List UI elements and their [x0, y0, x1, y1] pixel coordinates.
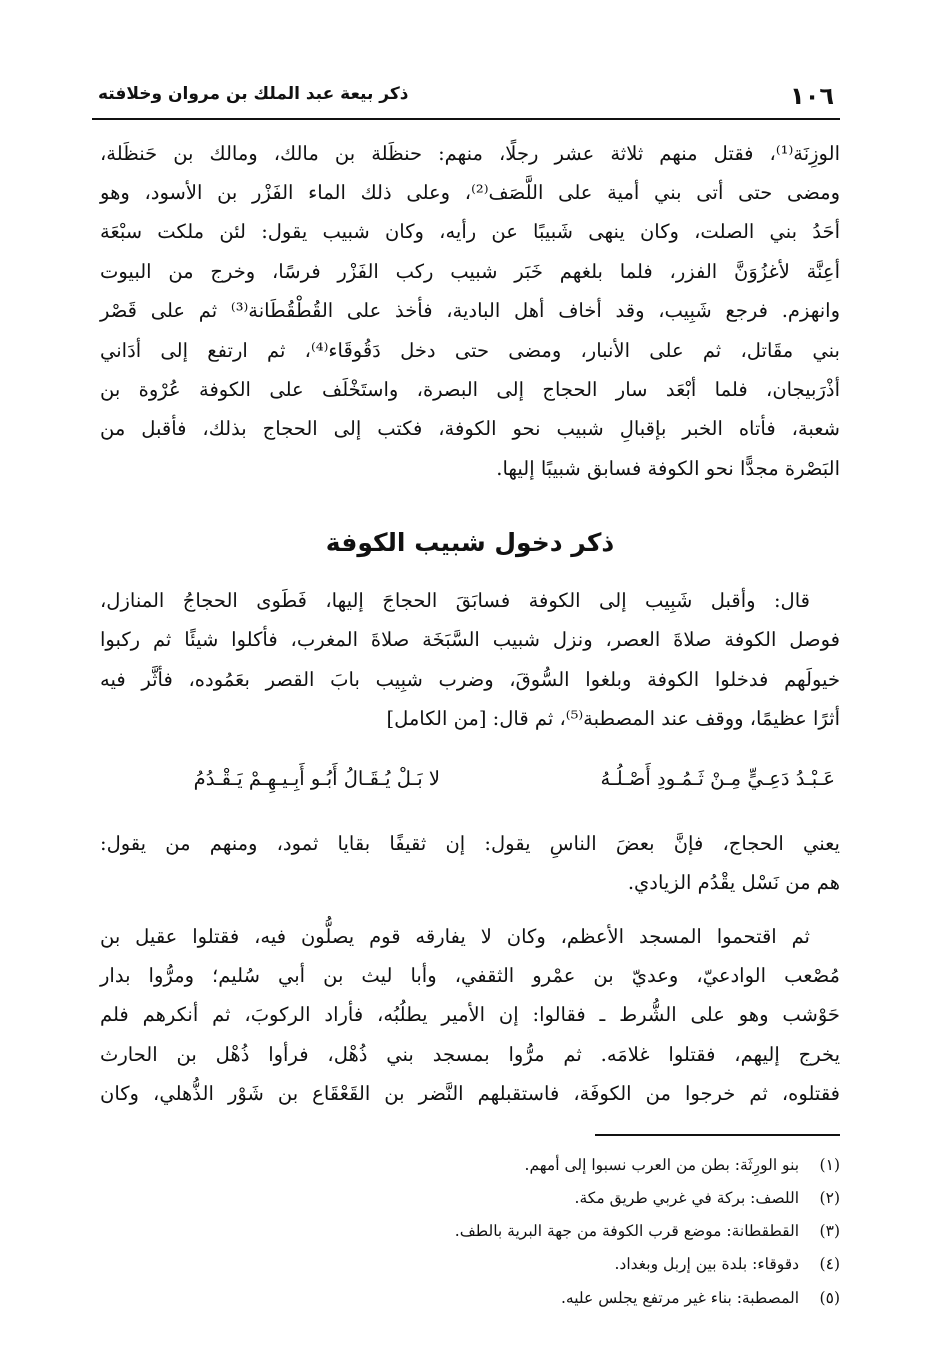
- text-line: وانهزم. فرجع شَبِيب، وقد أخاف أهل البادية، فأخذ على القُطْقُطَانة⁽³⁾ ثم على قَصْر: [100, 299, 841, 322]
- footnote-number: (٢): [819, 1189, 840, 1207]
- footnote: [100, 1286, 840, 1310]
- footnote-number: (٣): [819, 1222, 840, 1240]
- footnote-separator: [595, 1134, 840, 1136]
- footnote: [100, 1252, 840, 1276]
- text-line: فقتلوه، ثم خرجوا من الكوفَة، فاستقبلهم النَّضر بن القَعْقَاع بن شَوْر الذُّهلي، وكان: [100, 1082, 840, 1105]
- verse-right-hemistich: عَـبْـدُ دَعِـيٍّ مِـنْ ثَـمُـودِ أَصْـلُـهُ: [600, 767, 835, 790]
- text-line: أثرًا عظيمًا، ووقف عند المصطبة⁽⁵⁾، ثم قال: [من الكامل]: [386, 707, 840, 730]
- text-line: بني مقَاتل، ثم على الأنبار، ومضى حتى دخل دَقُوقَاء⁽⁴⁾، ثم ارتفع إلى أدَاني: [100, 339, 840, 362]
- text-line: يخرج إليهم، فقتلوا غلامَه. ثم مرُّوا بمسجد بني ذُهْل، فرأوا ذُهْل بن الحارث: [100, 1043, 840, 1066]
- text-line: قال: وأقبل شَبِيب إلى الكوفة فسابَقَ الحجاجَ إليها، فَطَوى الحجاجُ المنازل،: [100, 589, 810, 612]
- text-line: هم من نَسْل يقْدُم الزيادي.: [627, 871, 840, 894]
- footnote-number: (٥): [819, 1289, 840, 1307]
- footnote-text: المصطبة: بناء غير مرتفع يجلس عليه.: [560, 1289, 800, 1307]
- footnote-number: (٤): [819, 1255, 840, 1273]
- text-line: أحَدُ بني الصلت، وكان ينهى شَبيبًا عن رأيه، وكان شبيب يقول: لئن ملكت سبْعَة: [100, 220, 840, 243]
- footnote: [100, 1153, 840, 1177]
- text-line: خيولَهم فدخلوا الكوفة وبلغوا السُّوقَ، وضرب شبِيب بابَ القصر بعَمُوده، فأثَّر فيه: [100, 668, 840, 691]
- page-header: [92, 78, 840, 120]
- footnote-text: اللصف: بركة في غربي طريق مكة.: [574, 1189, 800, 1207]
- text-line: ومضى حتى أتى بني أمية على اللَّصَف⁽²⁾، وعلى ذلك الماء الفَزْر بن الأسود، وهو: [100, 181, 840, 204]
- text-line: يعني الحجاج، فإنَّ بعضَ الناسِ يقول: إن ثقيفًا بقايا ثمود، ومنهم من يقول:: [100, 832, 840, 855]
- footnote-number: (١): [819, 1156, 840, 1174]
- text-line: البَصْرة مجدًّا نحو الكوفة فسابق شبيبًا إليها.: [496, 457, 840, 480]
- section-heading: ذكر دخول شبيب الكوفة: [325, 528, 615, 557]
- text-line: حَوْشب وهو على الشُّرط ـ فقالوا: إن الأمير يطلُبُه، فأراد الركوبَ، ثم أنكرهم فلم: [100, 1003, 840, 1026]
- text-line: أعِنَّة لأغزُوَنَّ الفزر، فلما بلغهم خَبَر شبيب ركب الفَزْر فرسًا، وخرج من البيوت: [100, 260, 840, 283]
- text-line: أذْرَبيجان، فلما أبْعَد سار الحجاج إلى البصرة، واستَخْلَف على الكوفة عُرْوة بن: [100, 378, 840, 401]
- footnote: [100, 1219, 840, 1243]
- running-title: ذكر بيعة عبد الملك بن مروان وخلافته: [98, 84, 409, 104]
- text-line: فوصل الكوفة صلاةَ العصر، ونزل شبيب السَّبَخَة صلاةَ المغرب، فأكلوا شيئًا ثم ركبوا: [100, 628, 840, 651]
- verse-left-hemistich: لا بَـلْ يُـقَـالُ أَبُـو أَبِـيـهِـمْ يَـقْـدُمُ: [193, 767, 440, 790]
- text-line: مُصْعب الوادعيّ، وعديّ بن عمْرو الثقفي، وأبا ليث بن أبي سُليم؛ ومرُّوا بدار: [100, 964, 840, 987]
- text-line: ثم اقتحموا المسجد الأعظم، وكان لا يفارقه قوم يصلُّون فيه، فقتلوا عقيل بن: [100, 925, 810, 948]
- page-number: ١٠٦: [790, 82, 834, 110]
- footnote: [100, 1186, 840, 1210]
- footnote-text: دقوقاء: بلدة بين إربل وبغداد.: [614, 1255, 800, 1273]
- footnote-text: القطقطانة: موضع قرب الكوفة من جهة البرية بالطف.: [454, 1222, 800, 1240]
- text-line: شعبة، فأتاه الخبر بإقبالِ شبيب نحو الكوفة، فكتب إلى الحجاج بذلك، فأقبل من: [100, 417, 840, 440]
- text-line: الوزِنَة⁽¹⁾، فقتل منهم ثلاثة عشر رجلًا، منهم: حنظَلة بن مالك، ومالك بن حَنظَلة،: [100, 142, 840, 165]
- footnote-text: بنو الورِثَة: بطن من العرب نسبوا إلى أمهم.: [524, 1156, 800, 1174]
